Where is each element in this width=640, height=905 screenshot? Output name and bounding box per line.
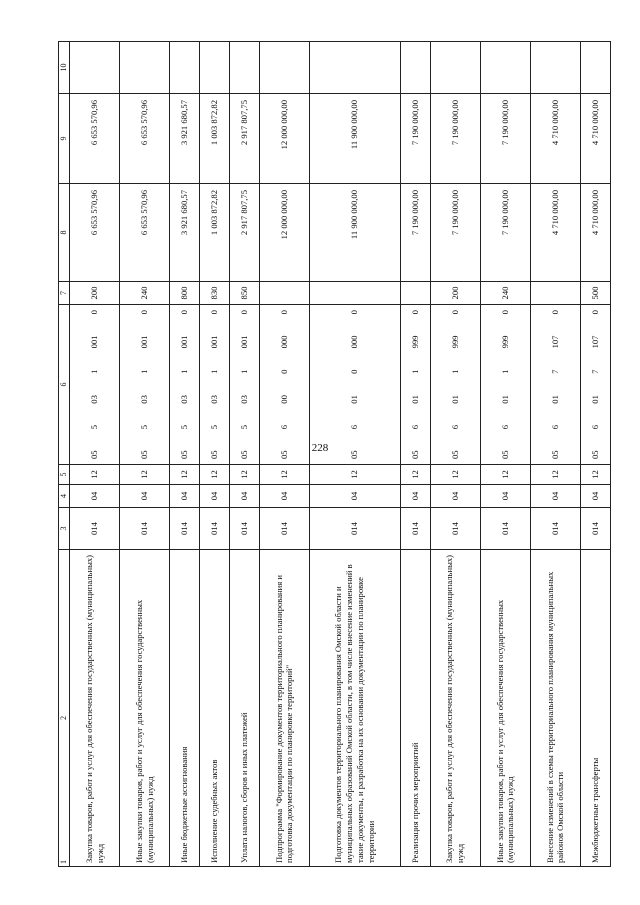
admin-code: 014 — [120, 508, 170, 550]
target-article-parts — [209, 308, 220, 461]
column-header: 8 — [59, 184, 70, 282]
code-part: 0 — [449, 310, 460, 315]
target-article-code — [259, 305, 309, 465]
target-article-code — [309, 305, 400, 465]
amount-total: 1 003 872,82 — [200, 184, 230, 282]
target-article-code — [530, 305, 580, 465]
target-article-parts — [500, 308, 511, 461]
section-code: 04 — [430, 485, 480, 508]
column-header: 9 — [59, 94, 70, 184]
code-part: 000 — [278, 335, 289, 349]
amount-other — [200, 42, 230, 94]
code-part: 107 — [590, 335, 601, 349]
code-part: 0 — [550, 310, 561, 315]
code-part: 0 — [499, 310, 510, 315]
table-row — [530, 42, 580, 867]
table-row — [170, 42, 200, 867]
expense-type-code — [530, 282, 580, 305]
table-row — [259, 42, 309, 867]
row-name: Реализация прочих мероприятий — [400, 550, 430, 867]
code-part: 03 — [238, 395, 249, 404]
amount-other — [70, 42, 120, 94]
code-part: 05 — [550, 450, 561, 459]
amount-other — [581, 42, 611, 94]
code-part: 0 — [349, 369, 360, 374]
amount-total: 12 000 000,00 — [259, 184, 309, 282]
subsection-code: 12 — [581, 465, 611, 485]
amount-own: 12 000 000,00 — [259, 94, 309, 184]
column-header: 6 — [59, 305, 70, 465]
code-part: 001 — [89, 335, 100, 349]
code-part: 05 — [449, 450, 460, 459]
amount-other — [530, 42, 580, 94]
expense-type-code: 200 — [70, 282, 120, 305]
amount-own: 2 917 807,75 — [229, 94, 259, 184]
table-row — [200, 42, 230, 867]
expense-type-code: 830 — [200, 282, 230, 305]
code-part: 0 — [590, 310, 601, 315]
admin-code: 014 — [430, 508, 480, 550]
page-number: 228 — [311, 442, 329, 454]
code-part: 1 — [179, 369, 190, 374]
subsection-code: 12 — [400, 465, 430, 485]
admin-code: 014 — [480, 508, 530, 550]
code-part: 03 — [139, 395, 150, 404]
amount-total: 6 653 570,96 — [120, 184, 170, 282]
amount-other — [480, 42, 530, 94]
target-article-parts — [239, 308, 250, 461]
budget-table — [58, 41, 611, 867]
row-name: Межбюджетные трансферты — [581, 550, 611, 867]
code-part: 001 — [209, 335, 220, 349]
section-code: 04 — [120, 485, 170, 508]
expense-type-code — [259, 282, 309, 305]
expense-type-code: 850 — [229, 282, 259, 305]
admin-code: 014 — [259, 508, 309, 550]
section-code: 04 — [200, 485, 230, 508]
amount-own: 1 003 872,82 — [200, 94, 230, 184]
expense-type-code: 800 — [170, 282, 200, 305]
row-name: Подпрограмма "Формирование документов территориального планирования и подготовка документации по планировке территорий" — [259, 550, 309, 867]
column-header: 7 — [59, 282, 70, 305]
amount-other — [259, 42, 309, 94]
code-part: 999 — [499, 335, 510, 349]
target-article-code — [229, 305, 259, 465]
amount-total: 4 710 000,00 — [530, 184, 580, 282]
table-body — [70, 42, 611, 867]
code-part: 0 — [409, 310, 420, 315]
code-part: 01 — [590, 395, 601, 404]
target-article-code — [400, 305, 430, 465]
subsection-code: 12 — [430, 465, 480, 485]
expense-type-code: 240 — [480, 282, 530, 305]
target-article-code — [430, 305, 480, 465]
amount-own: 6 653 570,96 — [70, 94, 120, 184]
table-row — [70, 42, 120, 867]
code-part: 05 — [179, 450, 190, 459]
subsection-code: 12 — [480, 465, 530, 485]
row-name: Иные закупки товаров, работ и услуг для обеспечения государственных (муниципальных) нужд — [480, 550, 530, 867]
target-article-code — [170, 305, 200, 465]
table-row — [229, 42, 259, 867]
row-name: Уплата налогов, сборов и иных платежей — [229, 550, 259, 867]
amount-total: 6 653 570,96 — [70, 184, 120, 282]
amount-other — [170, 42, 200, 94]
expense-type-code: 500 — [581, 282, 611, 305]
section-code: 04 — [70, 485, 120, 508]
code-part: 6 — [278, 424, 289, 430]
code-part: 05 — [238, 450, 249, 459]
code-part: 1 — [209, 369, 220, 374]
target-article-code — [480, 305, 530, 465]
budget-table-rotated — [58, 42, 611, 867]
code-part: 1 — [89, 369, 100, 374]
code-part: 107 — [550, 335, 561, 349]
code-part: 6 — [449, 424, 460, 430]
target-article-code — [200, 305, 230, 465]
amount-total: 3 921 680,57 — [170, 184, 200, 282]
row-name: Иные бюджетные ассигнования — [170, 550, 200, 867]
row-name: Закупка товаров, работ и услуг для обеспечения государственных (муниципальных) нужд — [70, 550, 120, 867]
row-name: Подготовка документов территориального планирования Омской области и муниципальных образований Омской области, в том числе внесение изменений в такие документы, и разработка на их основании документации по планировке территории — [309, 550, 400, 867]
amount-other — [309, 42, 400, 94]
code-part: 6 — [349, 424, 360, 430]
code-part: 001 — [179, 335, 190, 349]
target-article-parts — [89, 308, 100, 461]
code-part: 05 — [349, 450, 360, 459]
amount-own: 7 190 000,00 — [430, 94, 480, 184]
amount-other — [400, 42, 430, 94]
table-row — [581, 42, 611, 867]
subsection-code: 12 — [229, 465, 259, 485]
section-code: 04 — [581, 485, 611, 508]
table-row — [120, 42, 170, 867]
code-part: 0 — [89, 310, 100, 315]
amount-own: 7 190 000,00 — [480, 94, 530, 184]
code-part: 05 — [590, 450, 601, 459]
code-part: 01 — [349, 395, 360, 404]
target-article-parts — [279, 308, 290, 461]
code-part: 1 — [449, 369, 460, 374]
amount-own: 4 710 000,00 — [530, 94, 580, 184]
admin-code: 014 — [581, 508, 611, 550]
code-part: 6 — [499, 424, 510, 430]
code-part: 5 — [209, 424, 220, 430]
subsection-code: 12 — [259, 465, 309, 485]
subsection-code: 12 — [309, 465, 400, 485]
amount-own: 6 653 570,96 — [120, 94, 170, 184]
code-part: 03 — [209, 395, 220, 404]
amount-total: 2 917 807,75 — [229, 184, 259, 282]
code-part: 03 — [179, 395, 190, 404]
section-code: 04 — [480, 485, 530, 508]
table-row — [309, 42, 400, 867]
code-part: 0 — [179, 310, 190, 315]
subsection-code: 12 — [120, 465, 170, 485]
code-part: 1 — [139, 369, 150, 374]
row-name: Иные закупки товаров, работ и услуг для обеспечения государственных (муниципальных) нужд — [120, 550, 170, 867]
section-code: 04 — [400, 485, 430, 508]
code-part: 01 — [550, 395, 561, 404]
row-name: Внесение изменений в схемы территориального планирования муниципальных районов Омской области — [530, 550, 580, 867]
code-part: 1 — [238, 369, 249, 374]
code-part: 001 — [139, 335, 150, 349]
table-row — [430, 42, 480, 867]
amount-other — [120, 42, 170, 94]
admin-code: 014 — [70, 508, 120, 550]
code-part: 999 — [449, 335, 460, 349]
row-name: Закупка товаров, работ и услуг для обеспечения государственных (муниципальных) нужд — [430, 550, 480, 867]
code-part: 7 — [590, 369, 601, 374]
amount-own: 11 900 000,00 — [309, 94, 400, 184]
column-header: 3 — [59, 508, 70, 550]
expense-type-code: 200 — [430, 282, 480, 305]
code-part: 5 — [139, 424, 150, 430]
code-part: 001 — [238, 335, 249, 349]
target-article-parts — [349, 308, 360, 461]
table-row — [400, 42, 430, 867]
code-part: 7 — [550, 369, 561, 374]
amount-total: 7 190 000,00 — [400, 184, 430, 282]
amount-own: 3 921 680,57 — [170, 94, 200, 184]
code-part: 0 — [209, 310, 220, 315]
column-header: 5 — [59, 465, 70, 485]
code-part: 05 — [139, 450, 150, 459]
target-article-code — [70, 305, 120, 465]
target-article-code — [581, 305, 611, 465]
section-code: 04 — [309, 485, 400, 508]
code-part: 0 — [278, 369, 289, 374]
code-part: 05 — [278, 450, 289, 459]
code-part: 5 — [238, 424, 249, 430]
expense-type-code — [400, 282, 430, 305]
column-header: 10 — [59, 42, 70, 94]
amount-other — [430, 42, 480, 94]
code-part: 6 — [550, 424, 561, 430]
admin-code: 014 — [170, 508, 200, 550]
column-number-row — [59, 42, 70, 867]
code-part: 05 — [499, 450, 510, 459]
section-code: 04 — [170, 485, 200, 508]
code-part: 000 — [349, 335, 360, 349]
row-name: Исполнение судебных актов — [200, 550, 230, 867]
admin-code: 014 — [229, 508, 259, 550]
code-part: 05 — [409, 450, 420, 459]
code-part: 0 — [139, 310, 150, 315]
target-article-code — [120, 305, 170, 465]
column-header: 12 — [59, 550, 70, 867]
code-part: 1 — [499, 369, 510, 374]
target-article-parts — [590, 308, 601, 461]
code-part: 01 — [409, 395, 420, 404]
expense-type-code: 240 — [120, 282, 170, 305]
code-part: 01 — [499, 395, 510, 404]
code-part: 5 — [89, 424, 100, 430]
admin-code: 014 — [530, 508, 580, 550]
target-article-parts — [139, 308, 150, 461]
amount-total: 11 900 000,00 — [309, 184, 400, 282]
target-article-parts — [450, 308, 461, 461]
code-part: 0 — [278, 310, 289, 315]
code-part: 1 — [409, 369, 420, 374]
table-row — [480, 42, 530, 867]
amount-other — [229, 42, 259, 94]
target-article-parts — [550, 308, 561, 461]
amount-total: 4 710 000,00 — [581, 184, 611, 282]
column-header: 4 — [59, 485, 70, 508]
code-part: 999 — [409, 335, 420, 349]
code-part: 00 — [278, 395, 289, 404]
section-code: 04 — [530, 485, 580, 508]
target-article-parts — [179, 308, 190, 461]
code-part: 6 — [409, 424, 420, 430]
code-part: 5 — [179, 424, 190, 430]
code-part: 05 — [209, 450, 220, 459]
section-code: 04 — [229, 485, 259, 508]
target-article-parts — [410, 308, 421, 461]
subsection-code: 12 — [170, 465, 200, 485]
code-part: 0 — [349, 310, 360, 315]
code-part: 01 — [449, 395, 460, 404]
subsection-code: 12 — [70, 465, 120, 485]
code-part: 0 — [238, 310, 249, 315]
code-part: 6 — [590, 424, 601, 430]
code-part: 05 — [89, 450, 100, 459]
expense-type-code — [309, 282, 400, 305]
section-code: 04 — [259, 485, 309, 508]
admin-code: 014 — [200, 508, 230, 550]
amount-own: 4 710 000,00 — [581, 94, 611, 184]
code-part: 03 — [89, 395, 100, 404]
admin-code: 014 — [309, 508, 400, 550]
admin-code: 014 — [400, 508, 430, 550]
subsection-code: 12 — [200, 465, 230, 485]
amount-own: 7 190 000,00 — [400, 94, 430, 184]
subsection-code: 12 — [530, 465, 580, 485]
amount-total: 7 190 000,00 — [480, 184, 530, 282]
amount-total: 7 190 000,00 — [430, 184, 480, 282]
